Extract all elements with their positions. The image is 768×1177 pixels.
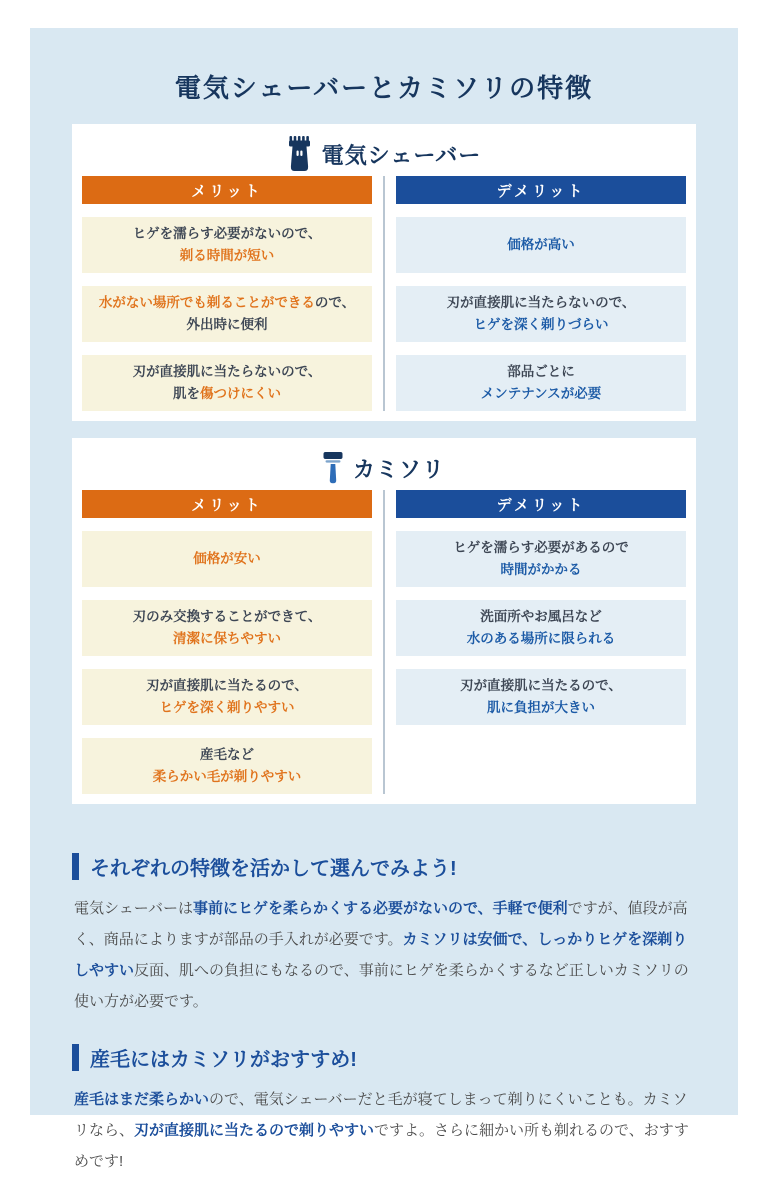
infographic-panel xyxy=(30,28,738,1170)
note-heading xyxy=(72,1043,696,1072)
note-paragraph: 電気シェーバーは事前にヒゲを柔らかくする必要がないので、手軽で便利ですが、値段が高く、商品によりますが部品の手入れが必要です。カミソリは安価で、しっかりヒゲを深剃りしやすい反面、肌への負担にもなるので、事前にヒゲを柔らかくするなど正しいカミソリの使い方が必要です。 xyxy=(74,900,689,1010)
section-header-electric-shaver xyxy=(82,136,686,172)
merit-item xyxy=(82,738,372,794)
note-title: 産毛にはカミソリがおすすめ! xyxy=(90,1049,357,1071)
note-title: それぞれの特徴を活かして選んでみよう! xyxy=(90,858,457,880)
demerit-item-text: ヒゲを濡らす必要があるので 時間がかかる xyxy=(453,540,629,577)
heading-accent-bar xyxy=(72,853,79,880)
note-paragraph: 産毛はまだ柔らかいので、電気シェーバーだと毛が寝てしまって剃りにくいことも。カミソリなら、刃が直接肌に当たるので剃りやすいですよ。さらに細かい所も剃れるので、おすすめです! xyxy=(74,1091,689,1170)
demerit-item-text: 刃が直接肌に当たらないので、 ヒゲを深く剃りづらい xyxy=(446,295,636,332)
demerit-item-text: 価格が高い xyxy=(507,237,575,252)
section-card-electric-shaver xyxy=(72,124,696,421)
demerit-item xyxy=(396,600,686,656)
demerit-column-header: デメリット xyxy=(396,176,686,204)
comparison-columns xyxy=(82,490,686,794)
razor-icon xyxy=(323,451,343,485)
note-razor-for-fine-hair xyxy=(72,1043,696,1177)
electric-shaver-icon xyxy=(287,136,312,172)
merit-item xyxy=(82,286,372,342)
merit-item xyxy=(82,217,372,273)
comparison-columns xyxy=(82,176,686,411)
page-title: 電気シェーバーとカミソリの特徴 xyxy=(174,73,594,103)
demerit-item-text: 洗面所やお風呂など 水のある場所に限られる xyxy=(466,609,616,646)
demerit-item xyxy=(396,531,686,587)
note-choose-by-feature xyxy=(72,852,696,1017)
merit-item-text: 刃が直接肌に当たるので、 ヒゲを深く剃りやすい xyxy=(146,678,308,715)
merit-item xyxy=(82,669,372,725)
section-header-razor xyxy=(82,450,686,486)
merit-item-text: 水がない場所でも剃ることができるので、 外出時に便利 xyxy=(98,295,356,332)
merit-item xyxy=(82,531,372,587)
merit-item-text: 価格が安い xyxy=(193,551,261,566)
demerit-item xyxy=(396,355,686,411)
demerit-column xyxy=(396,490,686,794)
merit-item xyxy=(82,355,372,411)
demerit-column-header: デメリット xyxy=(396,490,686,518)
merit-column xyxy=(82,176,372,411)
merit-item-text: 産毛など 柔らかい毛が剃りやすい xyxy=(152,747,302,784)
merit-column xyxy=(82,490,372,794)
column-divider xyxy=(383,490,385,794)
demerit-item-text: 刃が直接肌に当たるので、 肌に負担が大きい xyxy=(460,678,622,715)
demerit-item xyxy=(396,669,686,725)
demerit-item xyxy=(396,217,686,273)
merit-column-header: メリット xyxy=(82,176,372,204)
demerit-column xyxy=(396,176,686,411)
section-title: カミソリ xyxy=(352,456,445,482)
section-title: 電気シェーバー xyxy=(321,142,482,168)
heading-accent-bar xyxy=(72,1044,79,1071)
note-heading xyxy=(72,852,696,881)
merit-item xyxy=(82,600,372,656)
section-card-razor xyxy=(72,438,696,804)
demerit-item xyxy=(396,286,686,342)
column-divider xyxy=(383,176,385,411)
merit-item-text: 刃のみ交換することができて、 清潔に保ちやすい xyxy=(132,609,322,646)
merit-column-header: メリット xyxy=(82,490,372,518)
merit-item-text: 刃が直接肌に当たらないので、 肌を傷つけにくい xyxy=(132,364,322,401)
demerit-item-text: 部品ごとに メンテナンスが必要 xyxy=(480,364,602,401)
merit-item-text: ヒゲを濡らす必要がないので、 剃る時間が短い xyxy=(132,226,322,263)
